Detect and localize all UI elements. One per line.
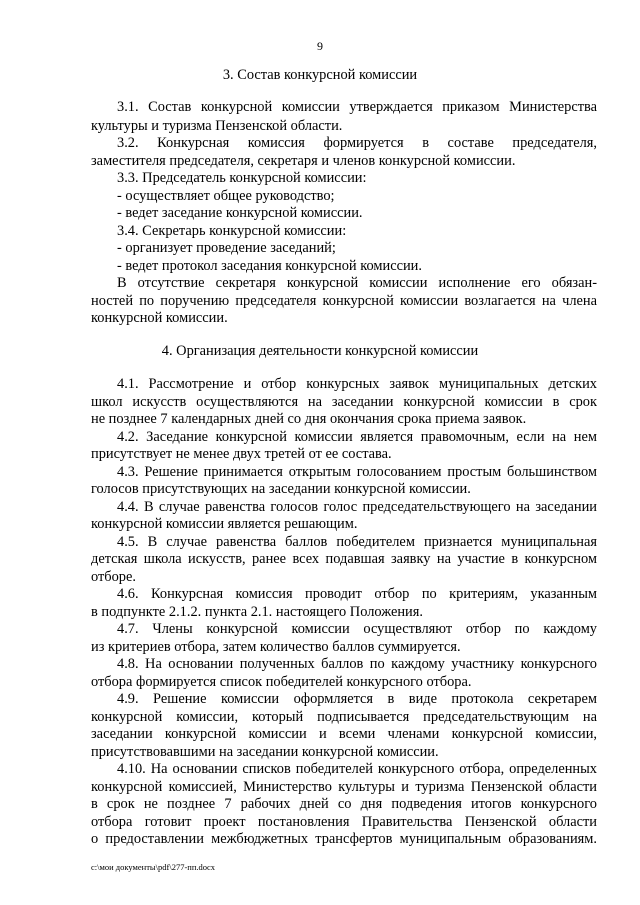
text-line: школ искусств осуществляются на заседании конкурсной комиссии в срок [91, 394, 597, 410]
text-line: из критериев отбора, затем количество баллов суммируется. [91, 639, 461, 655]
text-line: 4.1. Рассмотрение и отбор конкурсных заявок муниципальных детских [117, 376, 597, 392]
text-line: отбора формируется список победителей конкурсного отбора. [91, 674, 472, 690]
text-line: 4.4. В случае равенства голосов голос председательствующего на заседании [117, 499, 597, 515]
text-line: 3.1. Состав конкурсной комиссии утверждается приказом Министерства [117, 99, 597, 115]
text-line: ностей по поручению председателя конкурсной комиссии возлагается на члена [91, 293, 597, 309]
section-3-heading: 3. Состав конкурсной комиссии [222, 67, 418, 83]
text-line: 4.6. Конкурсная комиссия проводит отбор по критериям, указанным [117, 586, 597, 602]
text-line: культуры и туризма Пензенской области. [91, 118, 343, 134]
text-line: - организует проведение заседаний; [117, 240, 336, 256]
text-line: - ведет заседание конкурсной комиссии. [117, 205, 363, 221]
text-line: детская школа искусств, ранее всех подавшая заявку на участие в конкурсном [91, 551, 597, 567]
text-line: конкурсной комиссии. [91, 310, 228, 326]
text-line: 4.3. Решение принимается открытым голосованием простым большинством [117, 464, 597, 480]
text-line: присутствовавшими на заседании конкурсной комиссии. [91, 744, 439, 760]
text-line: в срок не позднее 7 рабочих дней со дня подведения итогов конкурсного [91, 796, 597, 812]
text-line: голосов присутствующих на заседании конкурсной комиссии. [91, 481, 471, 497]
text-line: 4.2. Заседание конкурсной комиссии является правомочным, если на нем [117, 429, 597, 445]
text-line: - осуществляет общее руководство; [117, 188, 335, 204]
text-line: о предоставлении межбюджетных трансфертов муниципальным образованиям. [91, 831, 597, 847]
text-line: В отсутствие секретаря конкурсной комиссии исполнение его обязан- [117, 275, 597, 291]
text-line: 4.7. Члены конкурсной комиссии осуществляют отбор по каждому [117, 621, 597, 637]
text-line: не позднее 7 календарных дней со дня окончания срока приема заявок. [91, 411, 527, 427]
text-line: 4.8. На основании полученных баллов по каждому участнику конкурсного [117, 656, 597, 672]
text-line: заместителя председателя, секретаря и членов конкурсной комиссии. [91, 153, 516, 169]
text-line: в подпункте 2.1.2. пункта 2.1. настоящего Положения. [91, 604, 423, 620]
text-line: отборе. [91, 569, 136, 585]
text-line: 4.5. В случае равенства баллов победителем признается муниципальная [117, 534, 597, 550]
footer-file-path: c:\мои документы\pdf\277-пп.docx [91, 862, 216, 872]
text-line: конкурсной комиссии является решающим. [91, 516, 358, 532]
text-line: 3.2. Конкурсная комиссия формируется в составе председателя, [117, 135, 597, 151]
text-line: конкурсной комиссии, который подписывается председательствующим на [91, 709, 597, 725]
text-line: - ведет протокол заседания конкурсной комиссии. [117, 258, 422, 274]
text-line: 3.3. Председатель конкурсной комиссии: [117, 170, 367, 186]
text-line: 3.4. Секретарь конкурсной комиссии: [117, 223, 347, 239]
text-line: 4.9. Решение комиссии оформляется в виде протокола секретарем [117, 691, 597, 707]
text-line: заседании конкурсной комиссии и всеми членами конкурсной комиссии, [91, 726, 597, 742]
page-number: 9 [317, 39, 323, 53]
text-line: отбора готовит проект постановления Правительства Пензенской области [91, 814, 597, 830]
text-line: присутствует не менее двух третей от ее состава. [91, 446, 392, 462]
text-line: конкурсной комиссией, Министерство культуры и туризма Пензенской области [91, 779, 597, 795]
section-4-heading: 4. Организация деятельности конкурсной комиссии [161, 343, 479, 359]
text-line: 4.10. На основании списков победителей конкурсного отбора, определенных [117, 761, 597, 777]
